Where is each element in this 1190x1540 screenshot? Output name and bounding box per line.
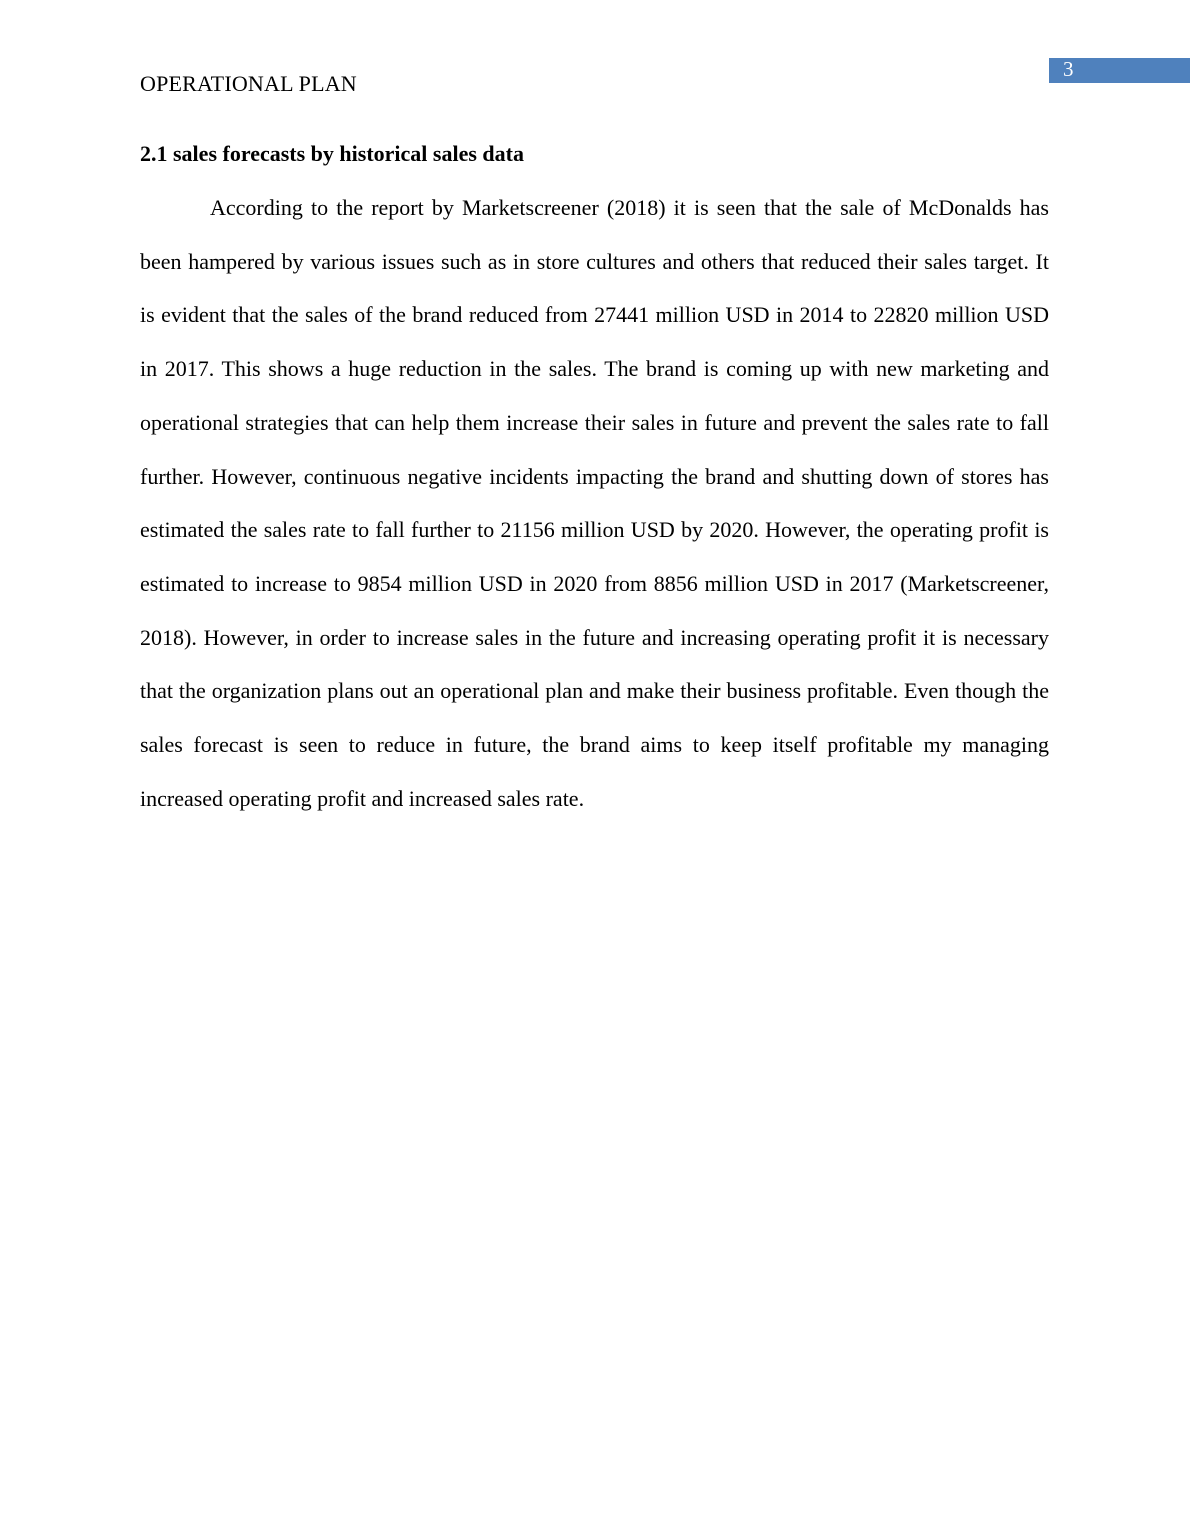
page-number: 3 [1063,57,1074,81]
body-paragraph: According to the report by Marketscreener (2018) it is seen that the sale of McDonalds has been hampered by various issues such as in store cultures and others that reduced their sales target. It is evident that the sales of the brand reduced from 27441 million USD in 2014 to 22820 million USD in 2017. This shows a huge reduction in the sales. The brand is coming up with new marketing and operational strategies that can help them increase their sales in future and prevent the sales rate to fall further. However, continuous negative incidents impacting the brand and shutting down of stores has estimated the sales rate to fall further to 21156 million USD by 2020. However, the operating profit is estimated to increase to 9854 million USD in 2020 from 8856 million USD in 2017 (Marketscreener, 2018). However, in order to increase sales in the future and increasing operating profit it is necessary that the organization plans out an operational plan and make their business profitable. Even though the sales forecast is seen to reduce in future, the brand aims to keep itself profitable my managing increased operating profit and increased sales rate. [140,195,1049,811]
running-head: OPERATIONAL PLAN [140,71,357,96]
page-number-bar [1049,58,1190,83]
section-heading: 2.1 sales forecasts by historical sales data [140,141,524,166]
